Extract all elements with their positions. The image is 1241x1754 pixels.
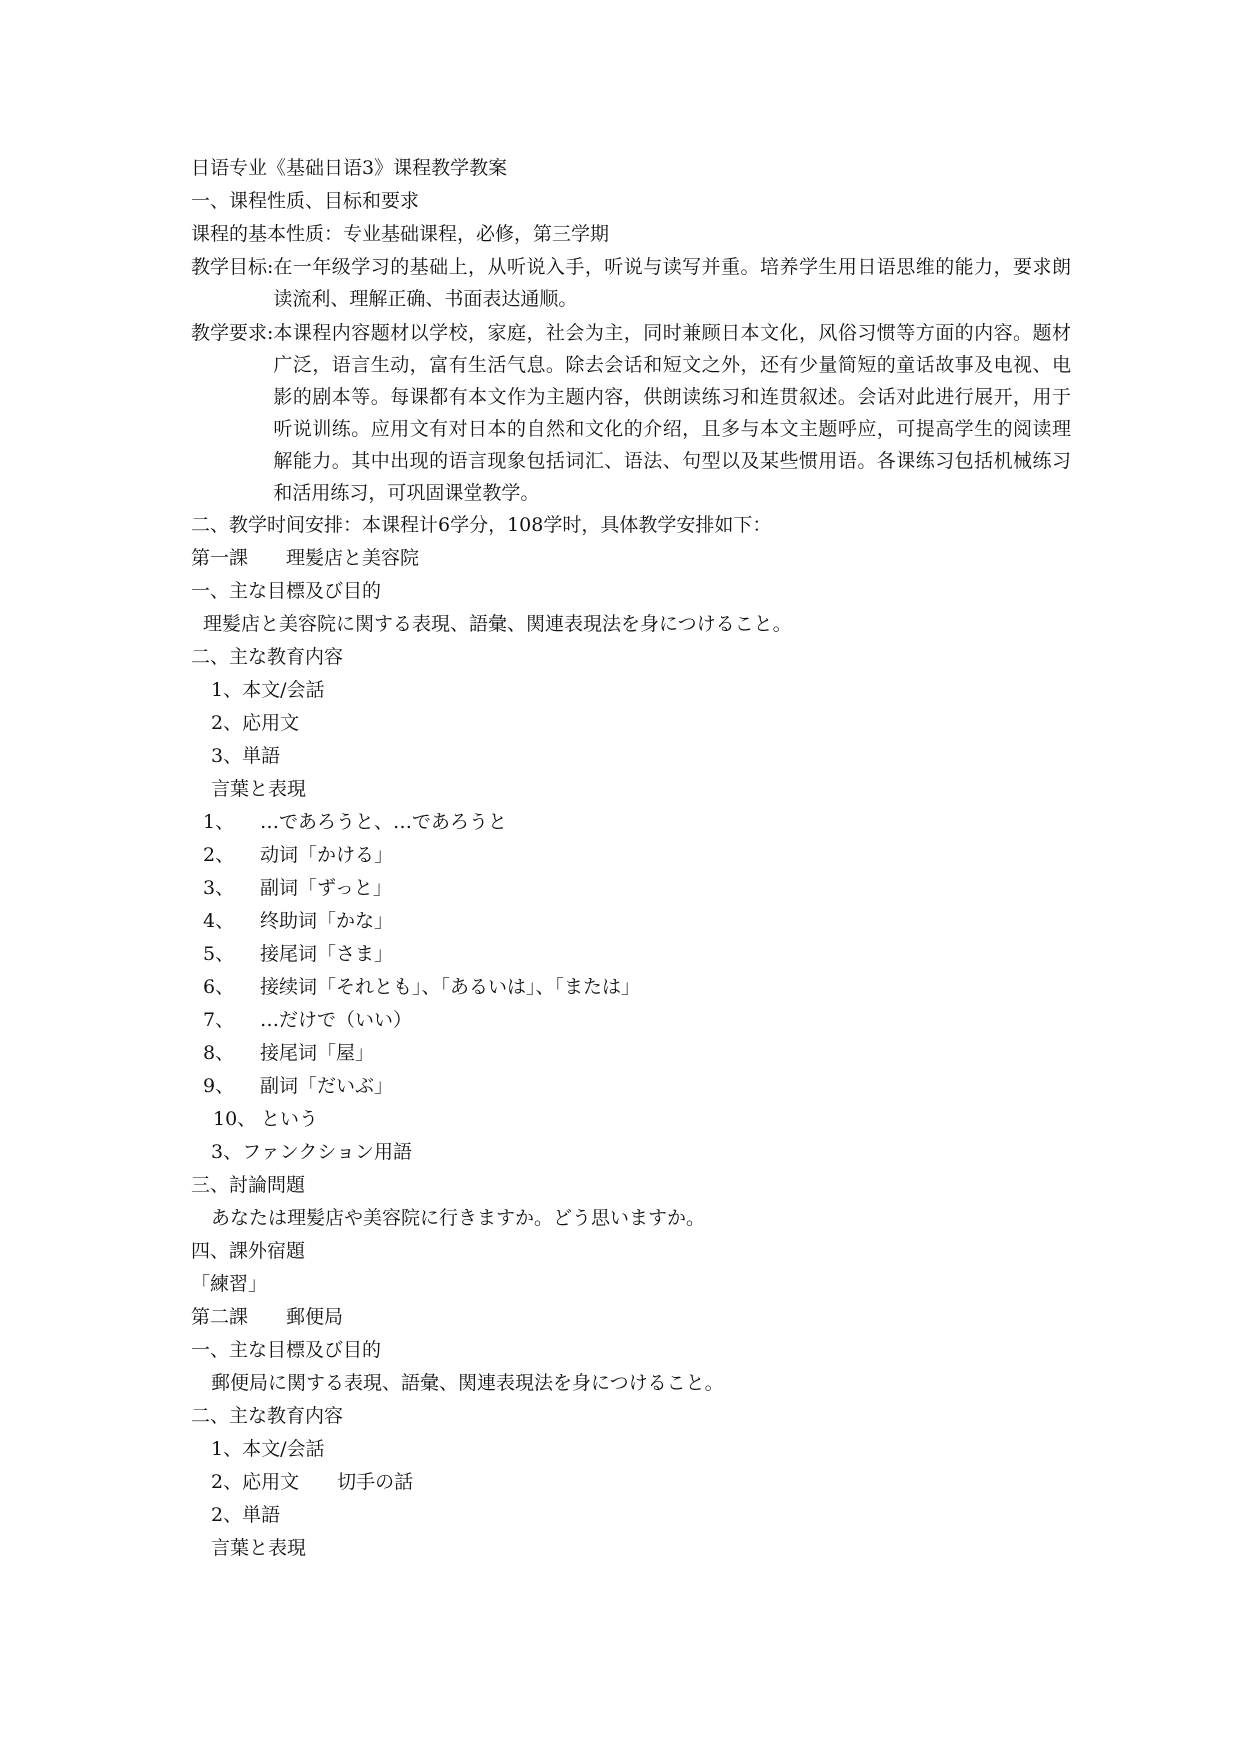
document-body <box>191 152 1071 1565</box>
lesson2-content-heading: 二、主な教育内容 <box>191 1405 344 1427</box>
expression-item <box>191 1004 1071 1037</box>
expression-text: 接续词「それとも」、「あるいは」、「または」 <box>260 976 641 998</box>
lesson1-discussion-heading: 三、討論問題 <box>191 1174 306 1196</box>
expression-text: 终助词「かな」 <box>260 910 394 932</box>
teaching-goal-label: 教学目标: <box>191 256 274 278</box>
expression-text: …だけで（いい） <box>260 1009 413 1031</box>
expression-number: 1、 <box>203 811 235 833</box>
lesson1-homework-heading: 四、課外宿題 <box>191 1240 306 1262</box>
lesson2-goal-heading: 一、主な目標及び目的 <box>191 1339 382 1361</box>
expression-text: 副词「だいぶ」 <box>260 1075 394 1097</box>
expression-item <box>191 1037 1071 1070</box>
lesson1-function-item: 3、ファンクション用語 <box>211 1141 412 1163</box>
lesson1-item: 3、単語 <box>211 745 281 767</box>
lesson1-homework-text: 「練習」 <box>191 1273 268 1295</box>
lesson1-title: 第一課 理髪店と美容院 <box>191 547 420 569</box>
teaching-requirements-label: 教学要求: <box>191 322 274 344</box>
lesson1-item: 2、応用文 <box>211 712 300 734</box>
expression-item <box>191 905 1071 938</box>
teaching-goal <box>191 251 1071 315</box>
expression-item <box>191 1103 1071 1136</box>
expression-number: 2、 <box>203 844 235 866</box>
expression-number: 4、 <box>203 910 235 932</box>
lesson2-item: 2、単語 <box>211 1504 281 1526</box>
expression-number: 6、 <box>203 976 235 998</box>
expression-text: という <box>261 1108 319 1130</box>
expression-text: 副词「ずっと」 <box>260 877 392 899</box>
expression-number: 3、 <box>203 877 235 899</box>
lesson2-goal-text: 郵便局に関する表現、語彙、関連表現法を身につけること。 <box>211 1372 724 1394</box>
section-heading-schedule: 二、教学时间安排：本课程计6学分，108学时，具体教学安排如下： <box>191 514 772 536</box>
section-heading-nature: 一、课程性质、目标和要求 <box>191 190 420 212</box>
expression-item <box>191 806 1071 839</box>
expression-text: …であろうと、…であろうと <box>260 811 508 833</box>
lesson2-expressions-heading: 言葉と表現 <box>211 1537 307 1559</box>
lesson1-content-heading: 二、主な教育内容 <box>191 646 344 668</box>
lesson1-goal-heading: 一、主な目標及び目的 <box>191 580 382 602</box>
lesson2-item: 2、応用文 切手の話 <box>211 1471 414 1493</box>
basic-nature: 课程的基本性质：专业基础课程，必修，第三学期 <box>191 223 610 245</box>
expression-item <box>191 1070 1071 1103</box>
lesson1-goal-text: 理髪店と美容院に関する表現、語彙、関連表現法を身につけること。 <box>203 613 792 635</box>
expression-item <box>191 971 1071 1004</box>
lesson2-item: 1、本文/会話 <box>211 1438 325 1460</box>
expression-item <box>191 938 1071 971</box>
document-title: 日语专业《基础日语3》课程教学教案 <box>191 157 508 179</box>
expression-number: 5、 <box>203 943 235 965</box>
expression-number: 7、 <box>203 1009 235 1031</box>
expression-number: 9、 <box>203 1075 235 1097</box>
lesson1-item: 1、本文/会話 <box>211 679 325 701</box>
lesson1-expressions-heading: 言葉と表現 <box>211 778 307 800</box>
expression-number: 8、 <box>203 1042 235 1064</box>
teaching-goal-text: 在一年级学习的基础上，从听说入手，听说与读写并重。培养学生用日语思维的能力，要求朗读流利、理解正确、书面表达通顺。 <box>273 256 1071 310</box>
expression-item <box>191 872 1071 905</box>
expression-text: 接尾词「さま」 <box>260 943 394 965</box>
expression-text: 动词「かける」 <box>260 844 394 866</box>
expression-text: 接尾词「屋」 <box>260 1042 375 1064</box>
lesson1-discussion-text: あなたは理髪店や美容院に行きますか。どう思いますか。 <box>211 1207 706 1229</box>
teaching-requirements <box>191 317 1071 509</box>
expression-item <box>191 839 1071 872</box>
teaching-requirements-text: 本课程内容题材以学校，家庭，社会为主，同时兼顾日本文化，风俗习惯等方面的内容。题材广泛，语言生动，富有生活气息。除去会话和短文之外，还有少量简短的童话故事及电视、电影的剧本等。每课都有本文作为主题内容，供朗读练习和连贯叙述。会话对此进行展开，用于听说训练。应用文有对日本的自然和文化的介绍，且多与本文主题呼应，可提高学生的阅读理解能力。其中出现的语言现象包括词汇、语法、句型以及某些惯用语。各课练习包括机械练习和活用练习，可巩固课堂教学。 <box>273 322 1071 504</box>
lesson2-title: 第二課 郵便局 <box>191 1306 344 1328</box>
expression-number: 10、 <box>213 1108 257 1130</box>
